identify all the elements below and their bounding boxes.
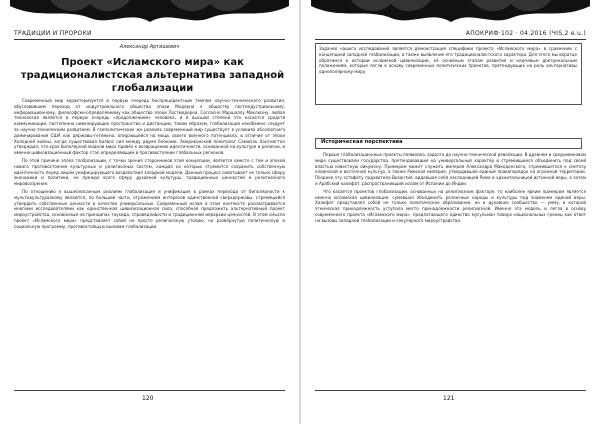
article-author: Александр Артишевич bbox=[119, 44, 180, 50]
article-title: Проект «Исламского мира» как традиционалистская альтернатива западной глобализации bbox=[20, 57, 285, 94]
footer-rule bbox=[14, 390, 285, 391]
article-body bbox=[14, 98, 285, 378]
footer-rule bbox=[315, 390, 586, 391]
page-number: 120 bbox=[142, 395, 154, 402]
ornament-icon bbox=[10, 0, 289, 26]
right-page bbox=[301, 0, 600, 424]
header-rule bbox=[315, 39, 586, 40]
running-header: ТРАДИЦИИ И ПРОРОКИ bbox=[14, 30, 92, 37]
paragraph: Современный мир характеризуется в первую очередь беспрецедентным темпом научно-технического развития, обусловившим переход от индустриального общества эпохи Модерна к обществу постиндустриальному, информационному, философски-определяемому как общество эпохи Постмодерна. Согласно Маршаллу Маклюэну, любая технология является в первую очередь «продолжением» человека, и в высшей степени это касается средств коммуникации, постепенно нивелирующих пространство и дистанцию, таким образом, глобализация неизбежно следует за научно-техническим развитием. В геополитических же реалиях современный мир существует в условиях абсолютного доминирования США как державы-гегемона, опирающейся на мощь своего военного потенциала, в отличие от эпохи Холодной войны, когда существовал баланс сил между двумя блоками. Американский политолог Самюэль Хантингтон утверждал, что крах биполярной модели мира привёл к возвращению идентичности, основанной на культуре и религии, и именно цивилизационный фактор стал определяющим в противостоянии глобальных регионов. bbox=[14, 98, 285, 156]
paragraph: Что касается проектов глобализации, основанных на религиозном факторе, то наиболее ярким примером является именно исламская цивилизация, сумевшая объединить различные народы и культуры под знаменем единой веры. Халифат представлял собой не только политическое образование, но и духовное сообщество — умму, в которой этническая принадлежность уступала место принадлежности религиозной. Именно эта модель и легла в основу современного проекта «Исламского мира», предлагающего единство мусульман поверх национальных границ как ответ на вызовы западной глобализации и секулярного мироустройства. bbox=[315, 188, 586, 223]
section-title: Историческая перспектива bbox=[321, 139, 403, 145]
section-body bbox=[315, 152, 586, 382]
paragraph: Первые глобализационные проекты появились задолго до научно-технической революции. В древнем и средневековом мире существовали государства, претендовавшие на универсальный характер и стремившиеся объединить под своей властью известную ойкумену. Примером может служить империя Александра Македонского, стремившегося к синтезу эллинской и восточной культур, а также Римская империя, утвердившая единый правопорядок на огромной территории. Позднее эту эстафету подхватила Византия, видевшая себя наследницей Рима и хранительницей истинной веры, а затем и Арабский халифат, распространивший ислам от Испании до Индии. bbox=[315, 152, 586, 186]
page-number: 121 bbox=[443, 395, 455, 402]
paragraph: По этой причине эпоха глобализации, с точки зрения сторонников этой концепции, является вместе с тем и эпохой нового противостояния культурных и религиозных систем, каждая из которых стремится сохранить собственную идентичность перед лицом унифицирующего воздействия западной модели. Данный процесс охватывает не только сферу экономики и политики, но прежде всего сферу духовной культуры, традиционных ценностей и религиозного мировоззрения. bbox=[14, 157, 285, 187]
left-page bbox=[0, 0, 299, 424]
intro-text: Задачей нашего исследования является демонстрация специфики проекта «Исламского мира» в сравнении с концепцией западной глобализации, а также выявление его традиционалистского характера. Для этого мы вкратце обратимся к истории исламской цивилизации, её основным этапам развития и ключевым доктринальным положениям, которые легли в основу современных политических проектов, претендующих на роль альтернативы однополярному миру. bbox=[319, 46, 577, 75]
paragraph: По отношению к вышеописанным реалиям глобализация и унификация в рамках перехода от биполярности к мультикультурализму являются, по большей части, отражением интересов единственной сверхдержавы, стремящейся утвердить собственные ценности в качестве универсальных. Современный ислам в этом контексте рассматривается многими исследователями как единственная цивилизационная сила, способная предложить альтернативный проект мироустройства, основанный на принципах таухида, справедливости и традиционной иерархии ценностей. В этом смысле проект «Исламского мира» представляет собой не просто религиозную утопию, но развёрнутую политическую и социальную программу, противостоящую вызовам глобализации. bbox=[14, 188, 285, 229]
running-header: АПОКРИФ·102 · 04.2016 (ЧIS.2 e.u.) bbox=[465, 30, 586, 37]
header-rule bbox=[14, 39, 285, 40]
ornament-icon bbox=[311, 0, 590, 26]
